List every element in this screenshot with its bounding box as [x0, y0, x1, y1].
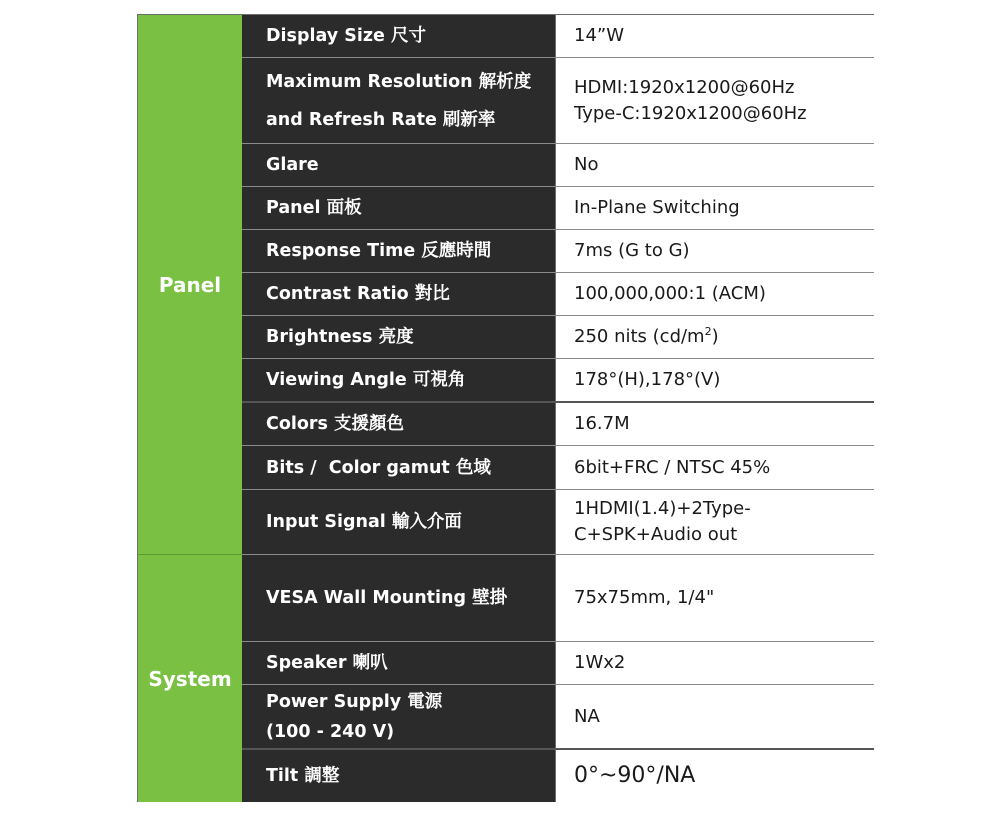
spec-value: NA — [555, 685, 874, 748]
spec-label: Viewing Angle 可視角 — [242, 359, 555, 401]
spec-label: Maximum Resolution 解析度 and Refresh Rate 刷新率 — [242, 58, 555, 143]
spec-label: Colors 支援顏色 — [242, 403, 555, 445]
spec-row-color-gamut — [242, 446, 874, 489]
spec-label: Speaker 喇叭 — [242, 642, 555, 684]
category-panel-label: Panel — [158, 272, 222, 297]
spec-value: 1Wx2 — [555, 642, 874, 684]
spec-value: 1HDMI(1.4)+2Type- C+SPK+Audio out — [555, 490, 874, 554]
spec-row-glare — [242, 144, 874, 186]
spec-label: Display Size 尺寸 — [242, 15, 555, 57]
spec-row-panel — [242, 187, 874, 229]
spec-label: Bits / Color gamut 色域 — [242, 446, 555, 489]
spec-row-brightness — [242, 316, 874, 358]
spec-table — [137, 14, 874, 802]
category-system — [138, 555, 242, 802]
spec-label: VESA Wall Mounting 壁掛 — [242, 555, 555, 641]
spec-label: Glare — [242, 144, 555, 186]
spec-row-colors — [242, 403, 874, 445]
spec-value: 7ms (G to G) — [555, 230, 874, 272]
spec-value: 0°~90°/NA — [555, 750, 874, 802]
spec-row-power-supply — [242, 685, 874, 748]
spec-row-speaker — [242, 642, 874, 684]
spec-value: 6bit+FRC / NTSC 45% — [555, 446, 874, 489]
spec-label: Tilt 調整 — [242, 750, 555, 802]
spec-row-contrast — [242, 273, 874, 315]
spec-row-response-time — [242, 230, 874, 272]
spec-value: No — [555, 144, 874, 186]
spec-value: 250 nits $(cd/m^2)$ — [555, 316, 874, 358]
spec-value: 178°(H),178°(V) — [555, 359, 874, 401]
spec-value: 14”W — [555, 15, 874, 57]
spec-row-resolution — [242, 58, 874, 143]
spec-label: Response Time 反應時間 — [242, 230, 555, 272]
spec-value: In-Plane Switching — [555, 187, 874, 229]
category-system-label: System — [148, 666, 232, 691]
category-panel — [138, 15, 242, 554]
spec-row-input-signal — [242, 490, 874, 554]
spec-row-viewing-angle — [242, 359, 874, 401]
spec-row-tilt — [242, 750, 874, 802]
spec-label: Contrast Ratio 對比 — [242, 273, 555, 315]
spec-label: Power Supply 電源 (100 - 240 V) — [242, 685, 555, 748]
spec-value: 16.7M — [555, 403, 874, 445]
spec-label: Input Signal 輸入介面 — [242, 490, 555, 554]
spec-row-display-size — [242, 15, 874, 57]
spec-label: Brightness 亮度 — [242, 316, 555, 358]
spec-row-vesa — [242, 555, 874, 641]
spec-label: Panel 面板 — [242, 187, 555, 229]
spec-value: HDMI:1920x1200@60Hz Type-C:1920x1200@60Hz — [555, 58, 874, 143]
spec-value: 100,000,000:1 (ACM) — [555, 273, 874, 315]
spec-value: 75x75mm, 1/4" — [555, 555, 874, 641]
